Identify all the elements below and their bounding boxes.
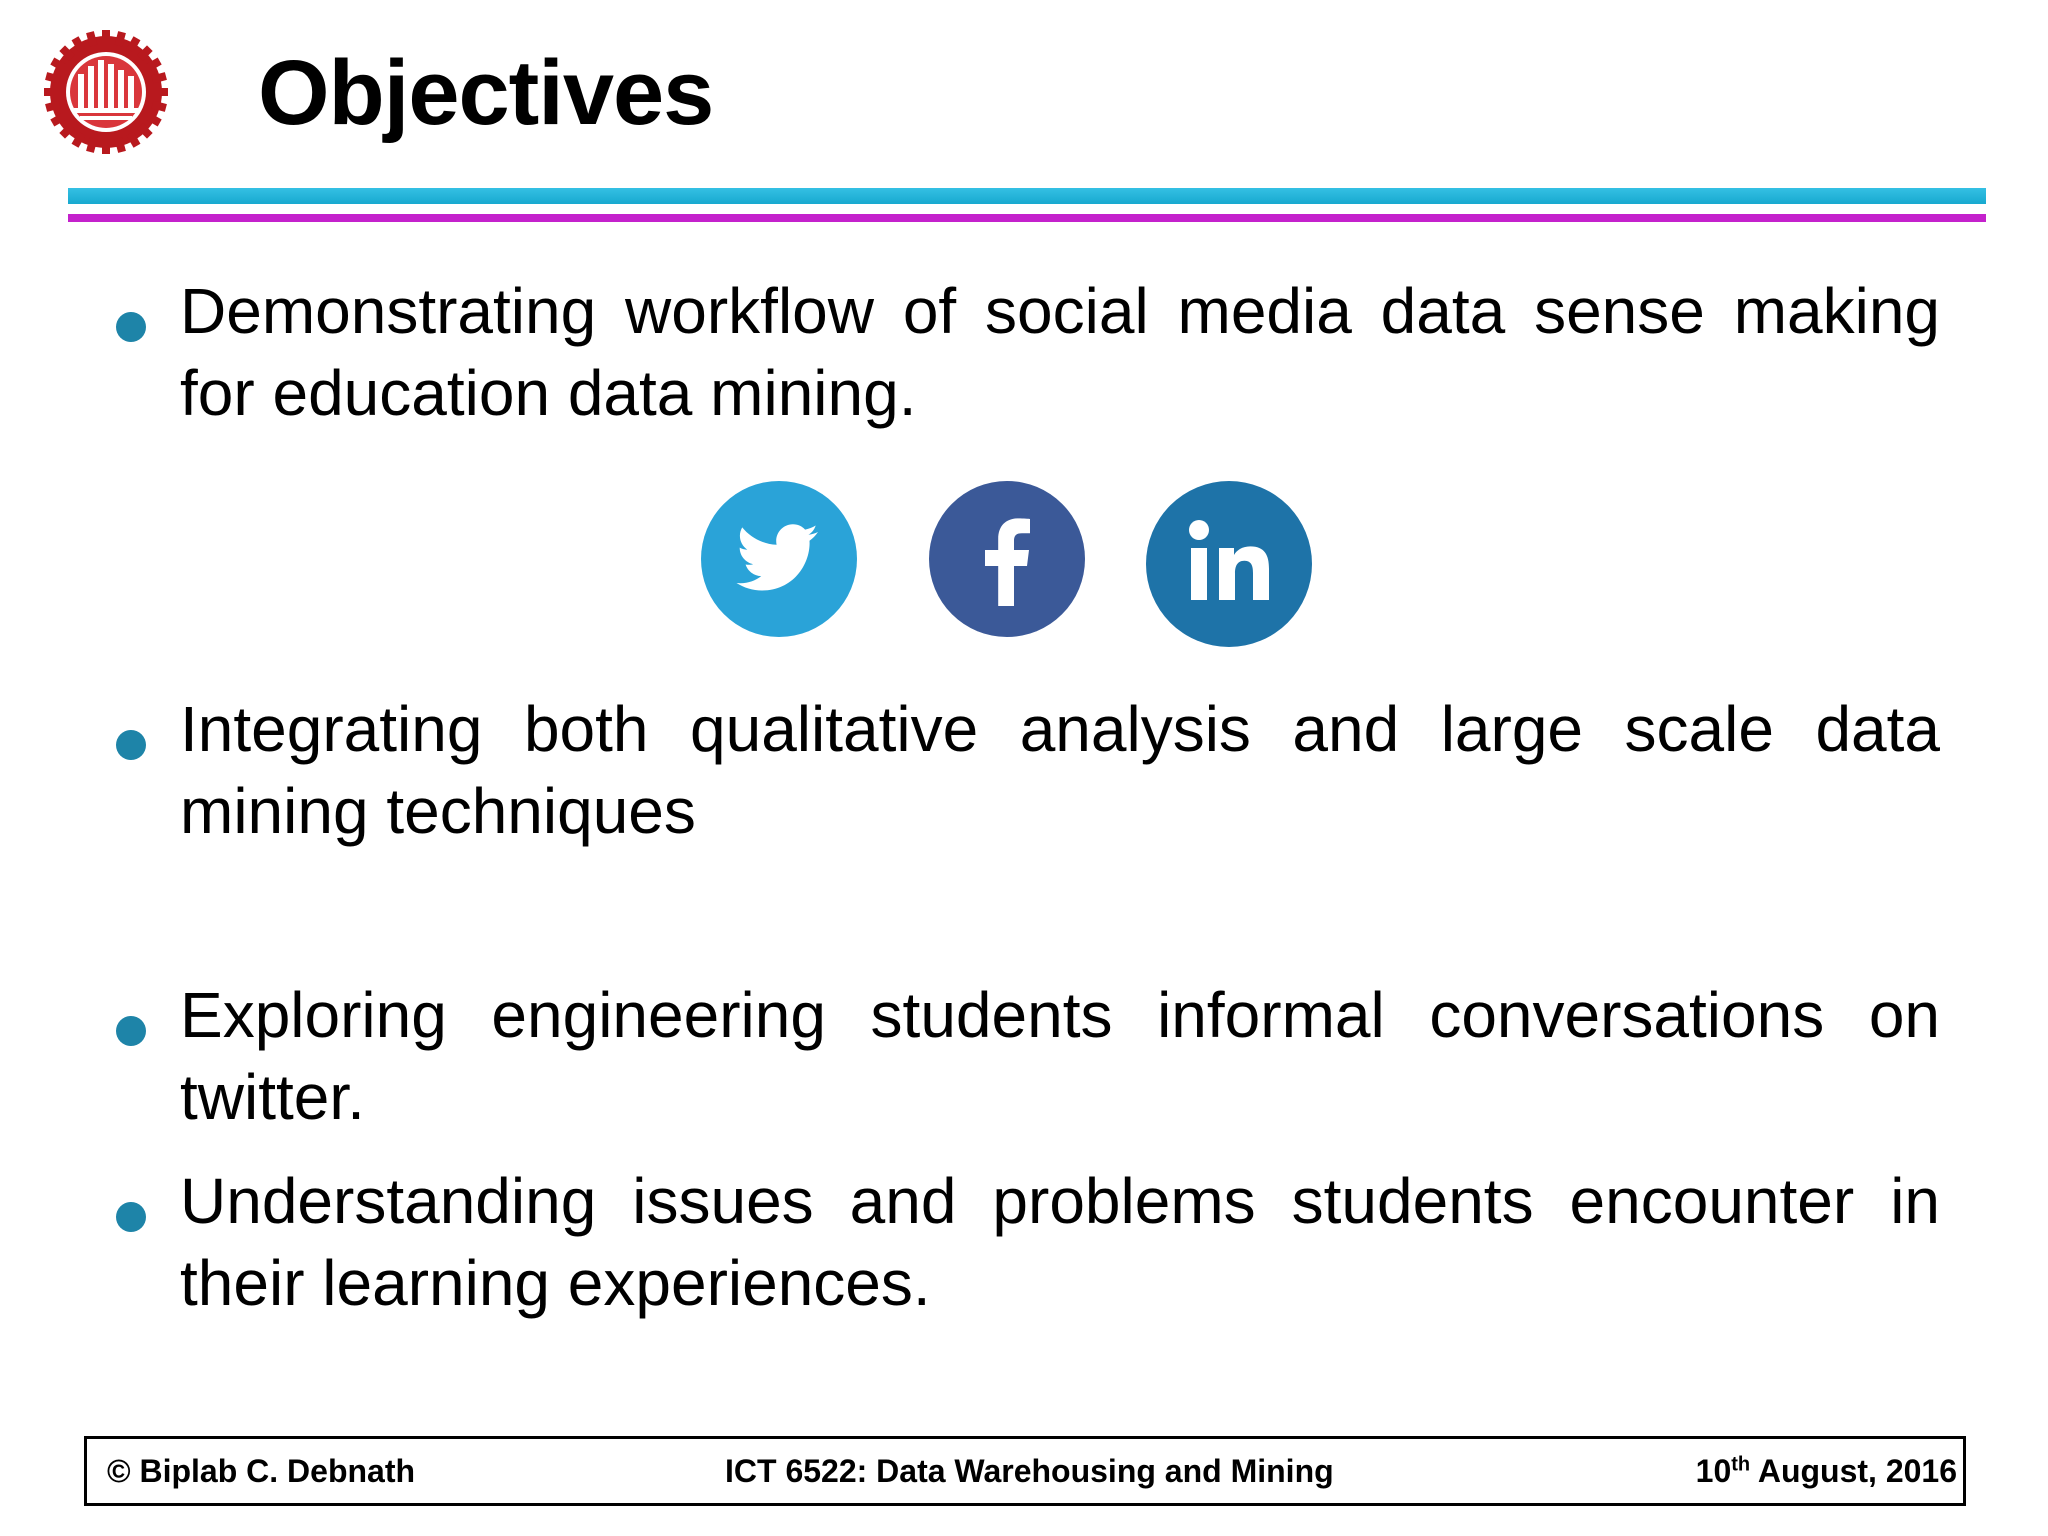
title-rule-magenta — [68, 214, 1986, 222]
footer — [84, 1436, 1966, 1506]
bullet-text: Demonstrating workflow of social media data sense making for education data mining. — [180, 275, 1940, 429]
bullet-text: Integrating both qualitative analysis and large scale data mining techniques — [180, 693, 1940, 847]
title-rule-cyan — [68, 188, 1986, 204]
linkedin-icon — [1145, 480, 1313, 650]
bullet-dot — [116, 730, 146, 760]
bullet-dot — [116, 312, 146, 342]
footer-author: © Biplab C. Debnath — [107, 1453, 416, 1489]
bullet-dot — [116, 1016, 146, 1046]
bullet-text: Exploring engineering students informal conversations on twitter. — [180, 979, 1940, 1133]
university-seal-icon — [44, 30, 168, 154]
footer-date — [1696, 1439, 1957, 1503]
bullet-text: Understanding issues and problems students encounter in their learning experiences. — [180, 1165, 1940, 1319]
footer-date-day: 10 — [1695, 1453, 1732, 1489]
twitter-icon — [700, 480, 858, 650]
footer-date-suffix: th — [1731, 1453, 1751, 1476]
footer-date-rest: August, 2016 — [1750, 1453, 1957, 1489]
page-title: Objectives — [258, 42, 714, 144]
bullet-dot — [116, 1202, 146, 1232]
footer-course: ICT 6522: Data Warehousing and Mining — [725, 1453, 1334, 1489]
facebook-icon — [928, 480, 1086, 650]
